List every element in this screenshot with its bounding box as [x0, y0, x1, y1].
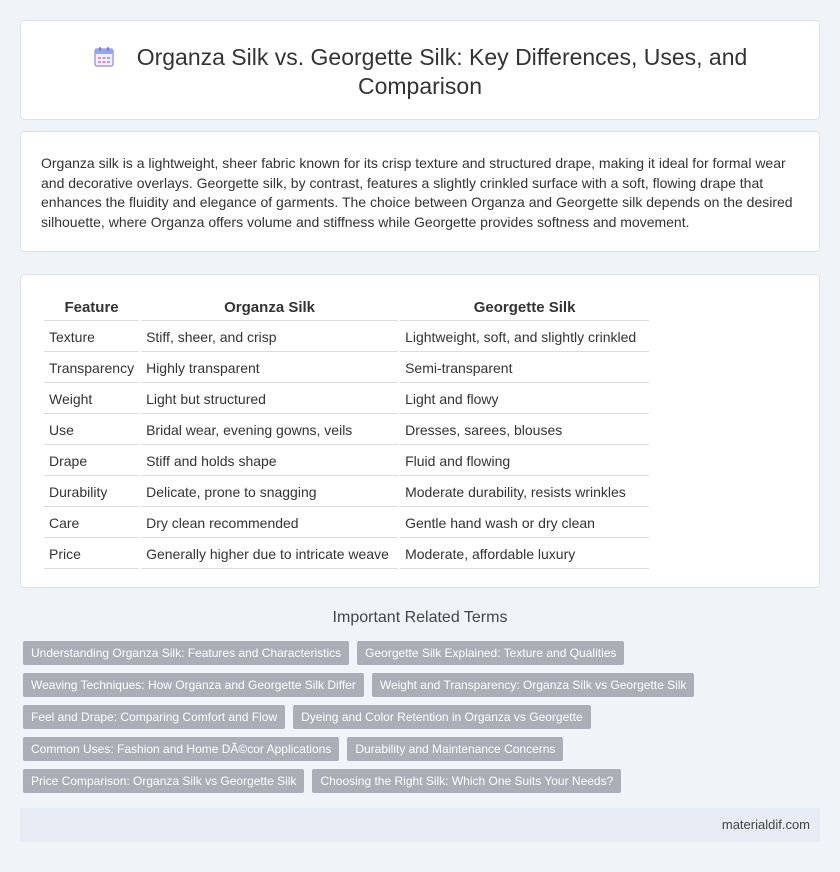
related-term-tag[interactable]: Georgette Silk Explained: Texture and Qualities: [357, 641, 624, 665]
table-cell: Light and flowy: [400, 385, 649, 414]
comparison-table: [42, 293, 651, 571]
table-cell: Light but structured: [141, 385, 398, 414]
related-terms-heading: Important Related Terms: [332, 609, 508, 626]
table-cell: Fluid and flowing: [400, 447, 649, 476]
table-row: [44, 509, 649, 538]
page-title-wrap: [21, 43, 819, 101]
comparison-table-card: [20, 274, 820, 588]
related-term-tag[interactable]: Common Uses: Fashion and Home DÃ©cor Applications: [23, 737, 339, 761]
table-cell: Generally higher due to intricate weave: [141, 540, 398, 569]
related-term-tag[interactable]: Dyeing and Color Retention in Organza vs Georgette: [293, 705, 591, 729]
table-cell: Delicate, prone to snagging: [141, 478, 398, 507]
related-term-tag[interactable]: Weaving Techniques: How Organza and Georgette Silk Differ: [23, 673, 364, 697]
related-term-tag[interactable]: Price Comparison: Organza Silk vs Georgette Silk: [23, 769, 304, 793]
table-row: [44, 416, 649, 445]
page-title: Organza Silk vs. Georgette Silk: Key Differences, Uses, and Comparison: [136, 44, 748, 99]
site-name[interactable]: materialdif.com: [721, 817, 810, 832]
table-cell: Transparency: [44, 354, 139, 383]
related-term-tag[interactable]: Understanding Organza Silk: Features and Characteristics: [23, 641, 349, 665]
table-row: [44, 323, 649, 352]
table-cell: Moderate durability, resists wrinkles: [400, 478, 649, 507]
table-cell: Lightweight, soft, and slightly crinkled: [400, 323, 649, 352]
footer: [20, 808, 820, 842]
table-cell: Durability: [44, 478, 139, 507]
table-cell: Drape: [44, 447, 139, 476]
table-row: [44, 447, 649, 476]
related-term-tag[interactable]: Durability and Maintenance Concerns: [347, 737, 563, 761]
table-row: [44, 354, 649, 383]
related-term-tag[interactable]: Weight and Transparency: Organza Silk vs Georgette Silk: [372, 673, 695, 697]
related-term-tag[interactable]: Feel and Drape: Comparing Comfort and Flow: [23, 705, 285, 729]
calendar-icon: [93, 46, 115, 68]
table-cell: Bridal wear, evening gowns, veils: [141, 416, 398, 445]
table-cell: Semi-transparent: [400, 354, 649, 383]
table-cell: Price: [44, 540, 139, 569]
column-header: Feature: [44, 295, 139, 321]
table-cell: Use: [44, 416, 139, 445]
table-cell: Weight: [44, 385, 139, 414]
table-cell: Stiff, sheer, and crisp: [141, 323, 398, 352]
table-cell: Texture: [44, 323, 139, 352]
table-cell: Care: [44, 509, 139, 538]
column-header: Organza Silk: [141, 295, 398, 321]
table-cell: Gentle hand wash or dry clean: [400, 509, 649, 538]
table-cell: Dry clean recommended: [141, 509, 398, 538]
related-terms-list: [23, 641, 823, 801]
table-header-row: [44, 295, 649, 321]
table-cell: Moderate, affordable luxury: [400, 540, 649, 569]
table-cell: Stiff and holds shape: [141, 447, 398, 476]
related-term-tag[interactable]: Choosing the Right Silk: Which One Suits Your Needs?: [312, 769, 621, 793]
table-row: [44, 385, 649, 414]
column-header: Georgette Silk: [400, 295, 649, 321]
intro-card: [20, 131, 820, 252]
title-card: [20, 20, 820, 120]
table-cell: Highly transparent: [141, 354, 398, 383]
table-row: [44, 540, 649, 569]
table-row: [44, 478, 649, 507]
intro-paragraph: Organza silk is a lightweight, sheer fabric known for its crisp texture and structured drape, making it ideal for formal wear and decorative overlays. Georgette silk, by contrast, features a slightly crinkled surface with a soft, flowing drape that enhances the fluidity and elegance of garments. The choice between Organza and Georgette silk depends on the desired silhouette, where Organza offers volume and stiffness while Georgette provides softness and movement.: [41, 155, 793, 230]
table-cell: Dresses, sarees, blouses: [400, 416, 649, 445]
